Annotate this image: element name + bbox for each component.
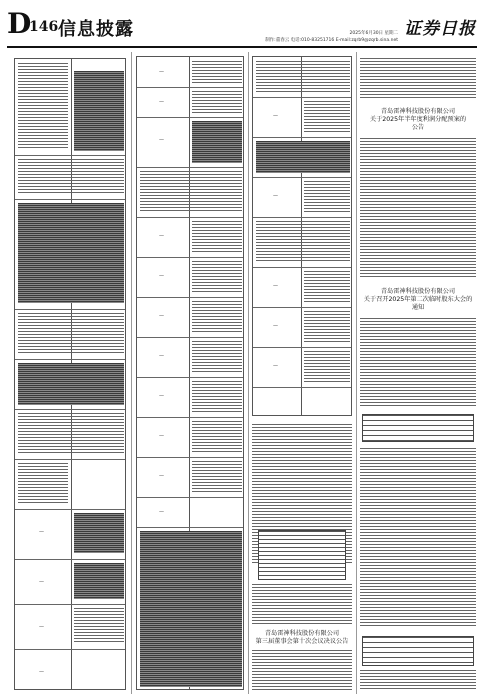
editor-contact: 制作:董春云 电话:010-83251716 E-mail:zqrb9@zqrb.sina.net (265, 38, 398, 43)
table-row (137, 337, 243, 338)
company-name: 青岛雷神科技股份有限公司 (380, 288, 456, 295)
announcement-title: 关于2025年半年度利润分配预案的 (369, 116, 467, 123)
empty-cell: — (159, 137, 164, 143)
announcement-title-cont: 通知 (411, 304, 425, 311)
text-block (256, 141, 350, 173)
table-row (253, 347, 351, 348)
table-row (253, 267, 351, 268)
page-header (0, 0, 484, 48)
table-row (137, 417, 243, 418)
text-block (192, 301, 242, 333)
table-row (137, 87, 243, 88)
text-block (192, 121, 242, 163)
text-block (74, 563, 124, 599)
text-block (18, 413, 124, 453)
text-block (360, 318, 476, 408)
text-block (140, 171, 242, 213)
proposal-table (362, 414, 474, 442)
text-block (252, 650, 352, 690)
table-row (15, 199, 125, 200)
newspaper-masthead: 证券日报 (404, 19, 476, 39)
column-1 (14, 52, 126, 694)
disclosure-table-2 (136, 56, 244, 690)
empty-cell: — (159, 99, 164, 105)
text-block (192, 341, 242, 373)
empty-cell: — (273, 283, 278, 289)
table-row (15, 559, 125, 560)
text-block (18, 63, 68, 149)
text-block (18, 363, 124, 405)
text-block (360, 138, 476, 278)
empty-cell: — (39, 624, 44, 630)
empty-cell: — (273, 113, 278, 119)
text-block (74, 71, 124, 151)
announcement-title: 关于召开2025年第二次临时股东大会的 (363, 296, 473, 303)
text-block (74, 608, 124, 644)
empty-cell: — (159, 353, 164, 359)
empty-cell: — (273, 193, 278, 199)
table-row (137, 457, 243, 458)
table-row (253, 137, 351, 138)
column-rule (248, 52, 249, 694)
text-block (192, 221, 242, 253)
table-row (253, 217, 351, 218)
table-row (15, 604, 125, 605)
table-row (137, 377, 243, 378)
empty-cell: — (159, 433, 164, 439)
text-block (140, 531, 242, 687)
announcement-heading-3 (252, 630, 352, 646)
text-block (304, 101, 350, 133)
text-block (252, 584, 352, 624)
voting-table (362, 636, 474, 666)
text-block (304, 311, 350, 343)
text-block (256, 61, 350, 93)
empty-cell: — (273, 363, 278, 369)
table-row (137, 167, 243, 168)
column-3 (252, 52, 352, 694)
text-block (360, 58, 476, 100)
financial-table (258, 530, 346, 580)
text-block (360, 670, 476, 690)
table-row (15, 359, 125, 360)
text-block (192, 461, 242, 493)
table-row (15, 409, 125, 410)
empty-cell: — (159, 393, 164, 399)
text-block (192, 421, 242, 453)
page-letter: D (7, 7, 32, 40)
column-2 (136, 52, 244, 694)
empty-cell: — (159, 233, 164, 239)
text-block (74, 513, 124, 553)
announcement-title-cont: 公告 (411, 124, 425, 131)
empty-cell: — (159, 313, 164, 319)
text-block (360, 448, 476, 628)
table-row (253, 177, 351, 178)
header-rule (7, 46, 477, 48)
disclosure-table-1 (14, 58, 126, 690)
table-row (137, 217, 243, 218)
table-row (253, 387, 351, 388)
text-block (192, 261, 242, 293)
table-row (253, 97, 351, 98)
empty-cell: — (39, 529, 44, 535)
table-row (137, 497, 243, 498)
table-row (137, 257, 243, 258)
table-row (15, 509, 125, 510)
empty-cell: — (159, 69, 164, 75)
company-name: 青岛雷神科技股份有限公司 (264, 630, 340, 637)
empty-cell: — (159, 473, 164, 479)
empty-cell: — (273, 323, 278, 329)
page-number: 146 (29, 19, 59, 35)
text-block (192, 61, 242, 83)
text-block (18, 463, 68, 503)
text-block (304, 271, 350, 303)
text-block (18, 203, 124, 303)
announcement-heading-1 (360, 108, 476, 132)
table-row (137, 297, 243, 298)
text-block (304, 351, 350, 383)
section-title: 信息披露 (58, 19, 134, 40)
text-block (18, 159, 124, 195)
empty-cell: — (39, 669, 44, 675)
table-row (15, 649, 125, 650)
text-block (192, 91, 242, 113)
text-block (192, 381, 242, 413)
table-row (137, 117, 243, 118)
table-row (15, 155, 125, 156)
text-block (256, 221, 350, 263)
column-rule (131, 52, 132, 694)
column-4 (360, 52, 476, 694)
table-row (253, 307, 351, 308)
company-name: 青岛雷神科技股份有限公司 (380, 108, 456, 115)
table-row (137, 527, 243, 528)
empty-cell: — (39, 579, 44, 585)
empty-cell: — (159, 509, 164, 515)
empty-cell: — (159, 273, 164, 279)
table-row (15, 309, 125, 310)
text-block (18, 313, 124, 355)
table-row (15, 459, 125, 460)
column-rule (356, 52, 357, 694)
announcement-title: 第三届董事会第十次会议决议公告 (255, 638, 349, 645)
publish-date: 2025年6月30日 星期二 (349, 31, 398, 36)
text-block (304, 181, 350, 213)
announcement-heading-2 (360, 288, 476, 312)
disclosure-table-3 (252, 56, 352, 416)
